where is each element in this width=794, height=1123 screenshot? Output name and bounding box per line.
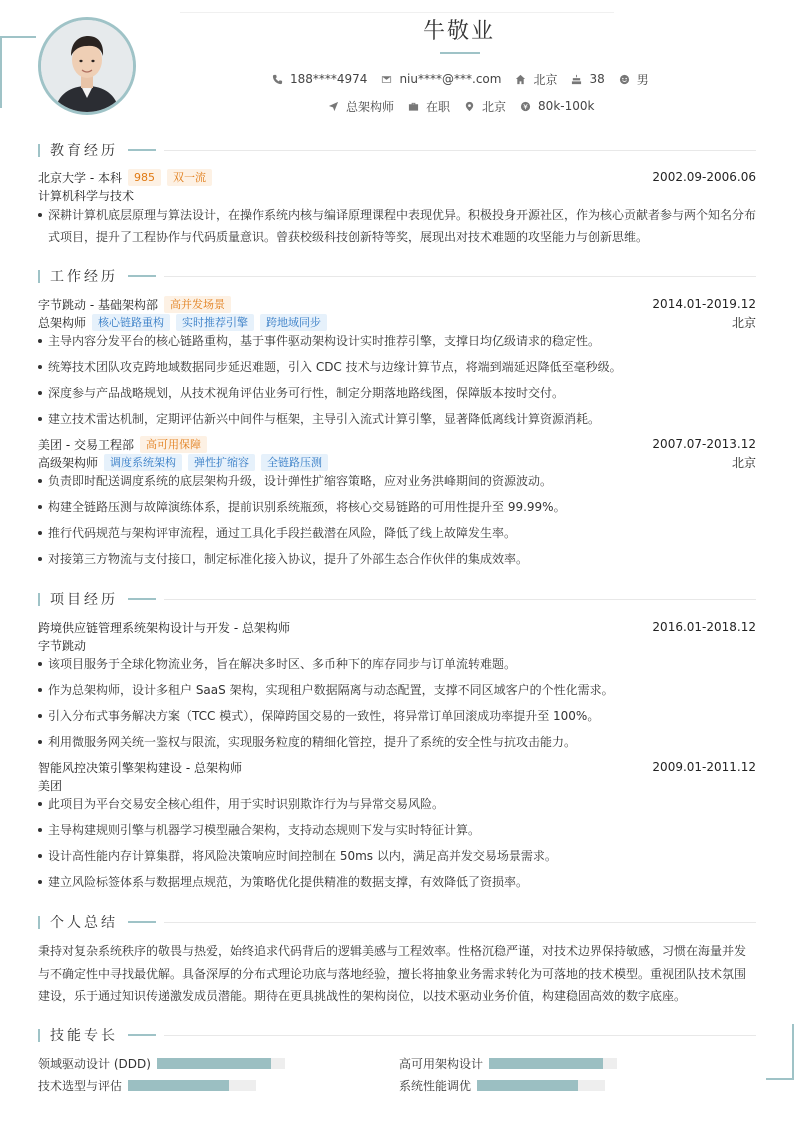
company-name: 字节跳动 - 基础架构部	[38, 297, 158, 312]
work-date: 2007.07-2013.12	[652, 437, 756, 451]
skill-name: 系统性能调优	[399, 1078, 472, 1093]
section-bar	[38, 1029, 40, 1042]
work-date: 2014.01-2019.12	[652, 297, 756, 311]
work-role: 总架构师	[38, 315, 87, 330]
list-item: 推行代码规范与架构评审流程，通过工具化手段拦截潜在风险，降低了线上故障发生率。	[38, 522, 756, 544]
section-accent	[128, 149, 156, 151]
project-title: 跨境供应链管理系统架构设计与开发 - 总架构师	[38, 620, 290, 635]
skill-tag: 调度系统架构	[104, 454, 182, 471]
contact-city	[515, 71, 557, 88]
home-icon	[515, 74, 526, 85]
summary-text: 秉持对复杂系统秩序的敬畏与热爱，始终追求代码背后的逻辑美感与工程效率。性格沉稳严谨，对技术边界保持敏感，习惯在海量并发与不确定性中寻找最优解。具备深厚的分布式理论功底与落地经验，擅长将抽象业务需求转化为可落地的技术模型。重视团队技术氛围建设，乐于通过知识传递激发成员潜能。期待在更具挑战性的架构岗位，以技术驱动业务价值，构建稳固高效的数字底座。	[38, 944, 747, 1003]
section-accent	[128, 1034, 156, 1036]
list-item: 主导构建规则引擎与机器学习模型融合架构，支持动态规则下发与实时特征计算。	[38, 819, 756, 841]
work-city: 北京	[731, 455, 756, 470]
section-title: 技能专长	[50, 1028, 118, 1044]
section-accent	[128, 275, 156, 277]
list-item: 主导内容分发平台的核心链路重构，基于事件驱动架构设计实时推荐引擎，支撑日均亿级请求的稳定性。	[38, 330, 756, 352]
section-title: 教育经历	[50, 143, 118, 159]
section-projects	[38, 591, 756, 607]
contact-phone-text: 188****4974	[290, 72, 368, 86]
section-accent	[128, 598, 156, 600]
skill-bar	[477, 1080, 605, 1091]
money-icon	[520, 101, 531, 112]
contact-gender	[619, 71, 649, 88]
list-item: 建立风险标签体系与数据埋点规范，为策略优化提供精准的数据支撑，有效降低了资损率。	[38, 871, 756, 893]
education-tag: 985	[128, 169, 161, 186]
job-title	[328, 98, 394, 115]
section-education	[38, 142, 756, 158]
project-bullets	[38, 653, 756, 757]
list-item: 负责即时配送调度系统的底层架构升级，设计弹性扩缩容策略，应对业务洪峰期间的资源波动。	[38, 470, 756, 492]
work-header	[38, 295, 756, 313]
section-line	[164, 1035, 756, 1036]
work-city: 北京	[731, 315, 756, 330]
list-item: 统筹技术团队攻克跨地域数据同步延迟难题，引入 CDC 技术与边缘计算节点，将端到端延迟降低至毫秒级。	[38, 356, 756, 378]
skill-bar-fill	[128, 1080, 229, 1091]
list-item: 设计高性能内存计算集群，将风险决策响应时间控制在 50ms 以内，满足高并发交易场景需求。	[38, 845, 756, 867]
project-date: 2016.01-2018.12	[652, 620, 756, 634]
project-header	[38, 758, 756, 776]
contact-age-text: 38	[589, 72, 605, 86]
section-line	[164, 599, 756, 600]
section-skills	[38, 1027, 756, 1043]
list-item: 深度参与产品战略规划，从技术视角评估业务可行性，制定分期落地路线图，保障版本按时交付。	[38, 382, 756, 404]
skill-name: 技术选型与评估	[38, 1078, 123, 1093]
section-bar	[38, 593, 40, 606]
skill-bar-fill	[489, 1058, 603, 1069]
section-title: 工作经历	[50, 269, 118, 285]
contact-gender-text: 男	[636, 72, 649, 87]
company-tag: 高可用保障	[140, 436, 207, 453]
contact-age	[571, 72, 604, 86]
skill-tag: 跨地域同步	[260, 314, 327, 331]
contact-city-text: 北京	[533, 72, 558, 87]
section-bar	[38, 916, 40, 929]
skill-name: 高可用架构设计	[399, 1056, 484, 1071]
education-bullets	[38, 204, 756, 252]
skill-item	[38, 1055, 285, 1071]
skill-bar-fill	[477, 1080, 578, 1091]
skill-tag: 全链路压测	[261, 454, 328, 471]
job-status	[408, 98, 450, 115]
education-header	[38, 168, 756, 186]
job-title-text: 总架构师	[346, 99, 395, 114]
skill-item	[38, 1077, 256, 1093]
contact-row	[272, 71, 663, 87]
skill-item	[399, 1055, 617, 1071]
job-status-text: 在职	[426, 99, 451, 114]
mail-icon	[381, 74, 392, 85]
work-role-row	[38, 313, 756, 331]
skill-bar	[128, 1080, 256, 1091]
section-summary	[38, 914, 756, 930]
project-org-row	[38, 776, 756, 794]
list-item: 深耕计算机底层原理与算法设计，在操作系统内核与编译原理课程中表现优异。积极投身开源社区，作为核心贡献者参与两个知名分布式项目，提升了工程协作与代码质量意识。曾获校级科技创新特等奖，展现出对技术难题的攻坚能力与创新思维。	[38, 204, 756, 248]
work-role-row	[38, 453, 756, 471]
skill-tag: 弹性扩缩容	[188, 454, 255, 471]
project-title: 智能风控决策引擎架构建设 - 总架构师	[38, 760, 242, 775]
contact-email	[381, 72, 501, 86]
skill-name: 领域驱动设计 (DDD)	[38, 1056, 151, 1071]
school-name: 北京大学 - 本科	[38, 170, 122, 185]
location-icon	[464, 101, 475, 112]
skill-tag: 核心链路重构	[92, 314, 170, 331]
project-org: 字节跳动	[38, 638, 87, 653]
corner-decoration-bottom	[766, 1078, 794, 1080]
section-title: 项目经历	[50, 592, 118, 608]
project-bullets	[38, 793, 756, 897]
skill-bar	[157, 1058, 285, 1069]
send-icon	[328, 101, 339, 112]
phone-icon	[272, 74, 283, 85]
section-line	[164, 276, 756, 277]
section-bar	[38, 144, 40, 157]
job-salary-text: 80k-100k	[538, 99, 595, 113]
job-city	[464, 98, 506, 115]
section-line	[164, 150, 756, 151]
skill-tag: 实时推荐引擎	[176, 314, 254, 331]
education-major-row	[38, 186, 756, 204]
candidate-name: 牛敬业	[422, 19, 495, 44]
company-tag: 高并发场景	[164, 296, 231, 313]
smile-icon	[619, 74, 630, 85]
top-divider	[180, 12, 614, 13]
work-role: 高级架构师	[38, 455, 99, 470]
work-bullets	[38, 330, 756, 434]
work-bullets	[38, 470, 756, 574]
job-salary	[520, 99, 594, 113]
project-date: 2009.01-2011.12	[652, 760, 756, 774]
list-item: 作为总架构师，设计多租户 SaaS 架构，实现租户数据隔离与动态配置，支撑不同区域客户的个性化需求。	[38, 679, 756, 701]
list-item: 利用微服务网关统一鉴权与限流，实现服务粒度的精细化管控，提升了系统的安全性与抗攻击能力。	[38, 731, 756, 753]
project-org: 美团	[38, 778, 63, 793]
job-city-text: 北京	[482, 99, 507, 114]
briefcase-icon	[408, 101, 419, 112]
work-header	[38, 435, 756, 453]
company-name: 美团 - 交易工程部	[38, 437, 134, 452]
name-underline	[440, 52, 480, 54]
list-item: 该项目服务于全球化物流业务，旨在解决多时区、多币种下的库存同步与订单流转难题。	[38, 653, 756, 675]
section-bar	[38, 270, 40, 283]
education-major: 计算机科学与技术	[38, 188, 135, 203]
corner-decoration-left	[0, 36, 2, 108]
contact-phone	[272, 72, 367, 86]
education-date: 2002.09-2006.06	[652, 170, 756, 184]
project-org-row	[38, 636, 756, 654]
skill-bar-fill	[157, 1058, 271, 1069]
contact-email-text: niu****@***.com	[399, 72, 502, 86]
section-accent	[128, 921, 156, 923]
section-title: 个人总结	[50, 915, 118, 931]
list-item: 此项目为平台交易安全核心组件，用于实时识别欺诈行为与异常交易风险。	[38, 793, 756, 815]
list-item: 引入分布式事务解决方案（TCC 模式），保障跨国交易的一致性，将异常订单回滚成功率提升至 100%。	[38, 705, 756, 727]
education-tag: 双一流	[167, 169, 212, 186]
list-item: 对接第三方物流与支付接口，制定标准化接入协议，提升了外部生态合作伙伴的集成效率。	[38, 548, 756, 570]
cake-icon	[571, 74, 582, 85]
section-work	[38, 268, 756, 284]
job-row	[328, 98, 608, 114]
list-item: 构建全链路压测与故障演练体系，提前识别系统瓶颈，将核心交易链路的可用性提升至 99.99%。	[38, 496, 756, 518]
list-item: 建立技术雷达机制，定期评估新兴中间件与框架，主导引入流式计算引擎，显著降低离线计算资源消耗。	[38, 408, 756, 430]
skill-bar	[489, 1058, 617, 1069]
project-header	[38, 618, 756, 636]
section-line	[164, 922, 756, 923]
skill-item	[399, 1077, 605, 1093]
